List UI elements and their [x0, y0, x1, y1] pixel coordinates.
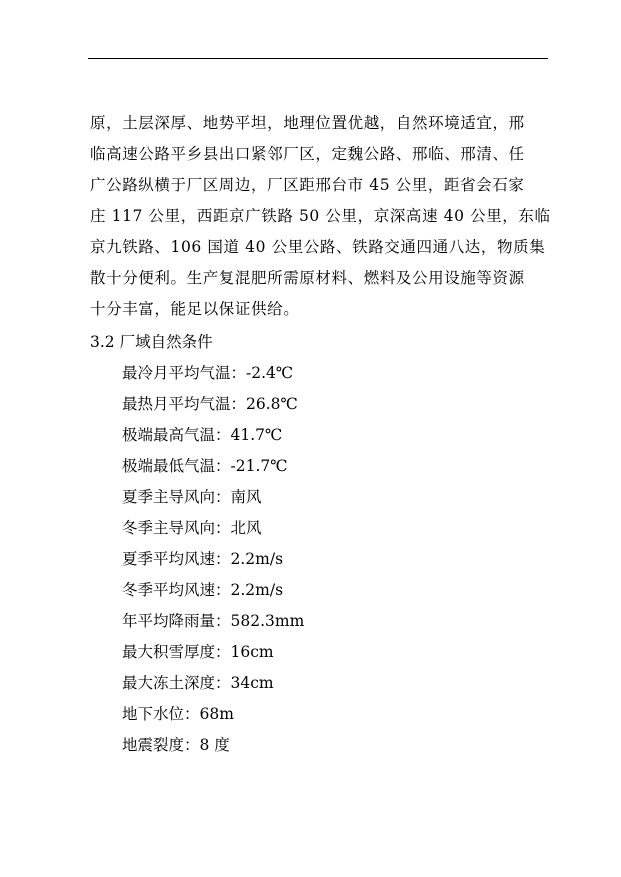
list-item: 年平均降雨量：582.3mm	[122, 612, 305, 630]
paragraph-line: 散十分便利。生产复混肥所需原材料、燃料及公用设施等资源	[90, 269, 525, 287]
list-item: 最热月平均气温：26.8℃	[122, 395, 298, 413]
section-heading	[90, 327, 213, 358]
list-item: 地震裂度：8 度	[122, 736, 230, 754]
paragraph-line: 原，土层深厚、地势平坦，地理位置优越，自然环境适宜，邢	[90, 114, 525, 132]
section-title: 厂域自然条件	[119, 333, 213, 351]
section-number: 3.2	[90, 333, 115, 351]
list-item: 极端最高气温：41.7℃	[122, 426, 283, 444]
list-item: 极端最低气温：-21.7℃	[122, 457, 288, 475]
paragraph-line: 临高速公路平乡县出口紧邻厂区，定魏公路、邢临、邢清、任	[90, 145, 525, 163]
header-rule	[88, 58, 548, 59]
list-item: 地下水位：68m	[122, 705, 234, 723]
body-paragraph	[90, 108, 550, 325]
list-item: 冬季平均风速：2.2m/s	[122, 581, 284, 599]
list-item: 冬季主导风向：北风	[122, 519, 262, 537]
paragraph-line: 京九铁路、106 国道 40 公里公路、铁路交通四通八达，物质集	[90, 238, 546, 256]
natural-conditions-list	[122, 358, 304, 761]
list-item: 最大积雪厚度：16cm	[122, 643, 274, 661]
paragraph-line: 广公路纵横于厂区周边，厂区距邢台市 45 公里，距省会石家	[90, 176, 525, 194]
list-item: 夏季主导风向：南风	[122, 488, 262, 506]
list-item: 最冷月平均气温：-2.4℃	[122, 364, 294, 382]
paragraph-line: 庄 117 公里，西距京广铁路 50 公里，京深高速 40 公里，东临	[90, 207, 551, 225]
list-item: 最大冻土深度：34cm	[122, 674, 274, 692]
list-item: 夏季平均风速：2.2m/s	[122, 550, 284, 568]
paragraph-line: 十分丰富，能足以保证供给。	[90, 300, 300, 318]
